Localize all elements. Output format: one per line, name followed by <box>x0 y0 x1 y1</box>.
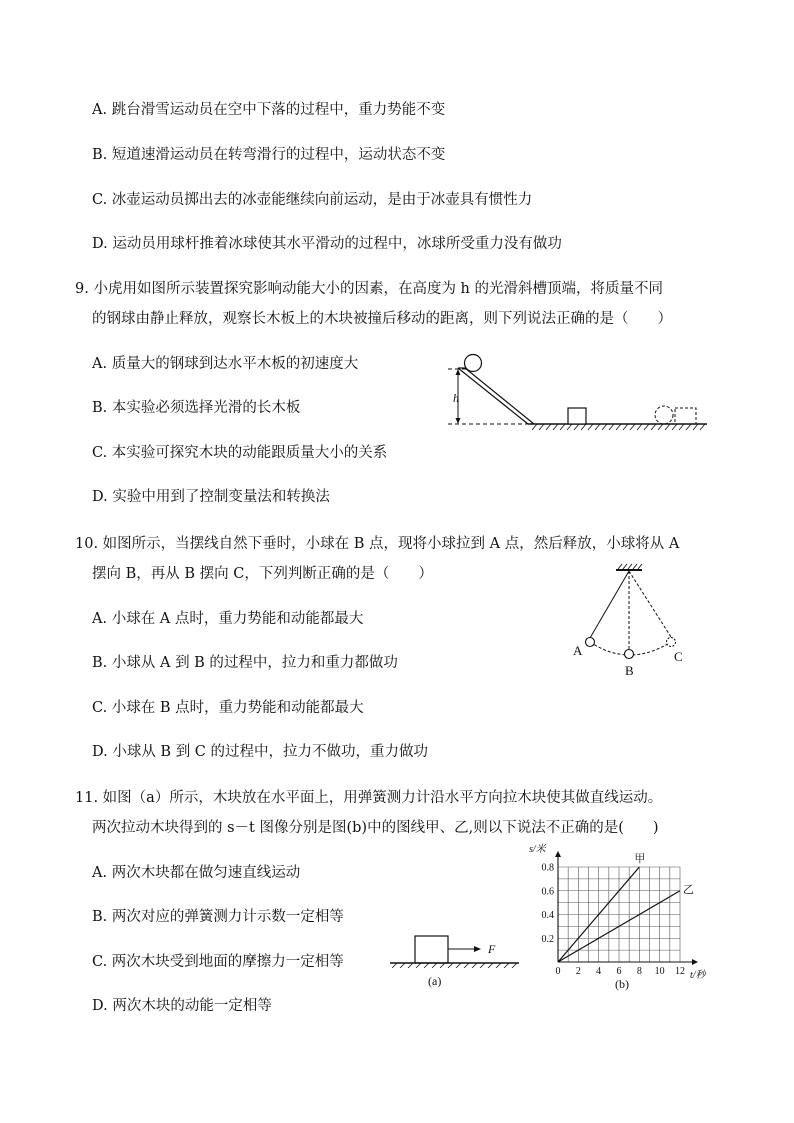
wood-block <box>568 408 586 424</box>
ball-after-position <box>655 406 673 424</box>
q11-option-b: B. 两次对应的弹簧测力计示数一定相等 <box>92 909 344 925</box>
string-to-a <box>590 571 629 638</box>
y-tick-label: 0.6 <box>541 886 554 898</box>
q9-ramp-figure <box>440 354 710 439</box>
q9-option-b: B. 本实验必须选择光滑的长木板 <box>92 400 301 416</box>
q8-option-c: C. 冰壶运动员掷出去的冰壶能继续向前运动，是由于冰壶具有惯性力 <box>92 192 533 208</box>
y-axis-arrow <box>555 851 561 857</box>
label-b: B <box>625 663 634 678</box>
force-arrow-head <box>474 946 481 952</box>
q10-option-b: B. 小球从 A 到 B 的过程中，拉力和重力都做功 <box>92 655 398 671</box>
q10-stem-line2: 摆向 B，再从 B 摆向 C，下列判断正确的是（ ） <box>92 566 433 582</box>
ramp-incline-inner <box>465 368 534 424</box>
q10-option-d: D. 小球从 B 到 C 的过程中，拉力不做功，重力做功 <box>92 744 429 760</box>
figure-b-caption: (b) <box>615 977 629 991</box>
chart-grid <box>558 867 680 962</box>
q11-option-a: A. 两次木块都在做匀速直线运动 <box>92 865 301 881</box>
y-tick-label: 0.8 <box>541 862 554 874</box>
string-to-c <box>629 571 671 637</box>
q10-stem-line1: 10. 如图所示，当摆线自然下垂时，小球在 B 点，现将小球拉到 A 点，然后释放，小球将从 A <box>75 536 680 552</box>
height-arrow-down-head <box>456 418 461 424</box>
q9-option-d: D. 实验中用到了控制变量法和转换法 <box>92 489 330 505</box>
series-label-yi: 乙 <box>683 883 694 896</box>
force-label: F <box>488 942 496 956</box>
q11-figure-a <box>388 930 523 990</box>
figure-a-caption: (a) <box>428 974 442 988</box>
q9-option-c: C. 本实验可探究木块的动能跟质量大小的关系 <box>92 445 388 461</box>
y-axis-label: s/米 <box>529 844 546 855</box>
ball-a <box>586 638 595 647</box>
q11-st-chart <box>520 842 720 992</box>
ball-c <box>667 638 676 647</box>
x-tick-label: 8 <box>636 966 642 977</box>
x-tick-label: 2 <box>575 966 581 977</box>
q10-option-a: A. 小球在 A 点时，重力势能和动能都最大 <box>92 611 364 627</box>
support-hatching <box>618 564 642 569</box>
q8-option-b: B. 短道速滑运动员在转弯滑行的过程中，运动状态不变 <box>92 147 446 163</box>
block-after-position <box>675 408 696 424</box>
series-label-jia: 甲 <box>634 853 646 865</box>
q11-option-c: C. 两次木块受到地面的摩擦力一定相等 <box>92 954 344 970</box>
label-c: C <box>674 649 683 664</box>
q11-option-d: D. 两次木块的动能一定相等 <box>92 998 272 1014</box>
q9-option-a: A. 质量大的钢球到达水平木板的初速度大 <box>92 356 359 372</box>
q9-stem-line2: 的钢球由静止释放，观察长木板上的木块被撞后移动的距离，则下列说法正确的是（ ） <box>92 311 672 327</box>
y-tick-label: 0.2 <box>541 933 554 945</box>
x-axis-arrow <box>692 959 698 965</box>
q10-option-c: C. 小球在 B 点时，重力势能和动能都最大 <box>92 700 364 716</box>
height-label: h <box>453 391 459 405</box>
q8-option-d: D. 运动员用球杆推着冰球使其水平滑动的过程中，冰球所受重力没有做功 <box>92 236 562 252</box>
label-a: A <box>573 643 583 658</box>
x-tick-label: 10 <box>654 966 665 977</box>
board-hatching <box>532 424 705 430</box>
q11-stem-line2: 两次拉动木块得到的 s－t 图像分别是图(b)中的图线甲、乙,则以下说法不正确的是( ) <box>92 820 659 836</box>
block <box>415 936 448 963</box>
x-tick-label: 4 <box>596 966 602 977</box>
x-tick-label: 0 <box>555 966 561 977</box>
x-tick-label: 6 <box>616 966 622 977</box>
q11-stem-line1: 11. 如图（a）所示，木块放在水平面上，用弹簧测力计沿水平方向拉木块使其做直线运动。 <box>75 790 663 806</box>
y-tick-label: 0.4 <box>541 910 554 921</box>
ramp-incline-outer <box>458 368 528 424</box>
ball-b <box>625 650 634 659</box>
q8-option-a: A. 跳台滑雪运动员在空中下落的过程中，重力势能不变 <box>92 102 446 118</box>
chart-tick-labels <box>542 863 686 978</box>
steel-ball <box>465 355 482 372</box>
q10-pendulum-figure <box>570 562 695 680</box>
q9-stem-line1: 9. 小虎用如图所示装置探究影响动能大小的因素，在高度为 h 的光滑斜槽顶端，将质量不同 <box>75 281 663 297</box>
x-axis-label: t/秒 <box>690 970 706 981</box>
chart-axes <box>555 851 698 965</box>
x-tick-label: 12 <box>675 966 685 977</box>
